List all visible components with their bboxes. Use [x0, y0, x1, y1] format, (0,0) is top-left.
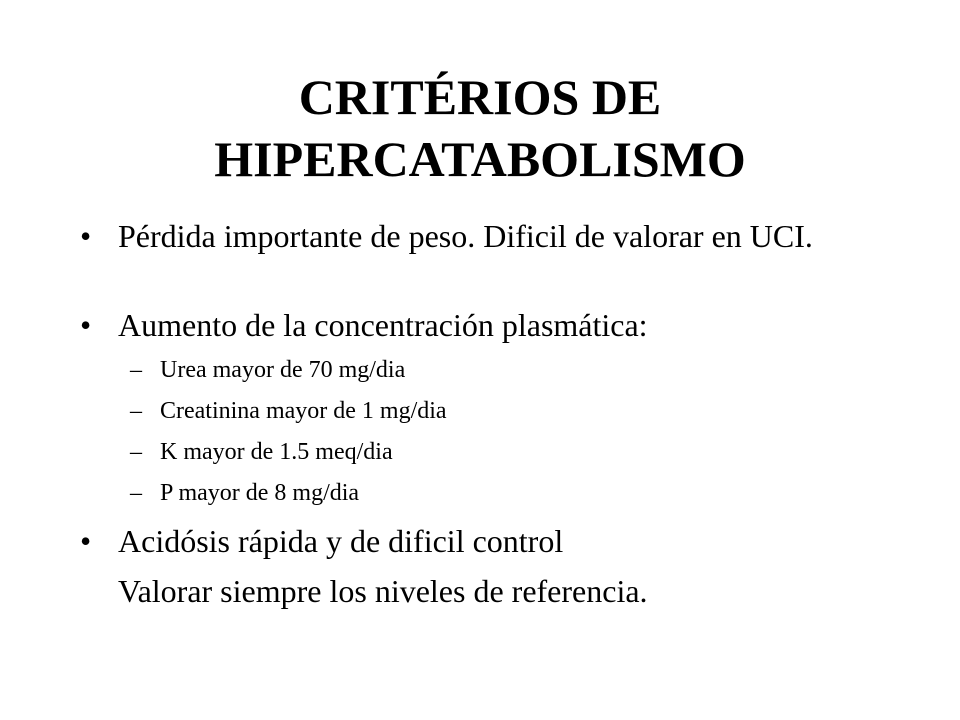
sub-item-potassium: [130, 437, 393, 467]
sub-item-creatinine: [130, 396, 447, 426]
bullet-icon: •: [80, 218, 92, 254]
bullet-icon: •: [80, 523, 92, 559]
bullet-text: Aumento de la concentración plasmática:: [118, 307, 648, 343]
dash-icon: –: [130, 398, 142, 424]
bullet-text: Acidósis rápida y de dificil control: [118, 523, 564, 559]
sub-item-text: K mayor de 1.5 meq/dia: [160, 439, 393, 465]
sub-item-text: Urea mayor de 70 mg/dia: [160, 357, 406, 383]
dash-icon: –: [130, 357, 142, 383]
title-line-1: CRITÉRIOS DE: [298, 69, 662, 125]
sub-item-phosphorus: [130, 478, 359, 508]
dash-icon: –: [130, 439, 142, 465]
title-line-2: HIPERCATABOLISMO: [214, 131, 746, 187]
bullet-icon: •: [80, 307, 92, 343]
slide-title: [0, 66, 960, 190]
sub-item-urea: [130, 355, 405, 385]
bullet-item-plasma-concentration: [80, 305, 850, 346]
sub-item-text: Creatinina mayor de 1 mg/dia: [160, 398, 447, 424]
bullet-text: Pérdida importante de peso. Dificil de valorar en UCI.: [118, 218, 813, 254]
sub-item-text: P mayor de 8 mg/dia: [160, 480, 360, 506]
bullet-item-weight-loss: [80, 216, 850, 257]
bullet-item-acidosis: [80, 521, 850, 562]
dash-icon: –: [130, 480, 142, 506]
reference-note: Valorar siempre los niveles de referencia.: [118, 573, 648, 609]
